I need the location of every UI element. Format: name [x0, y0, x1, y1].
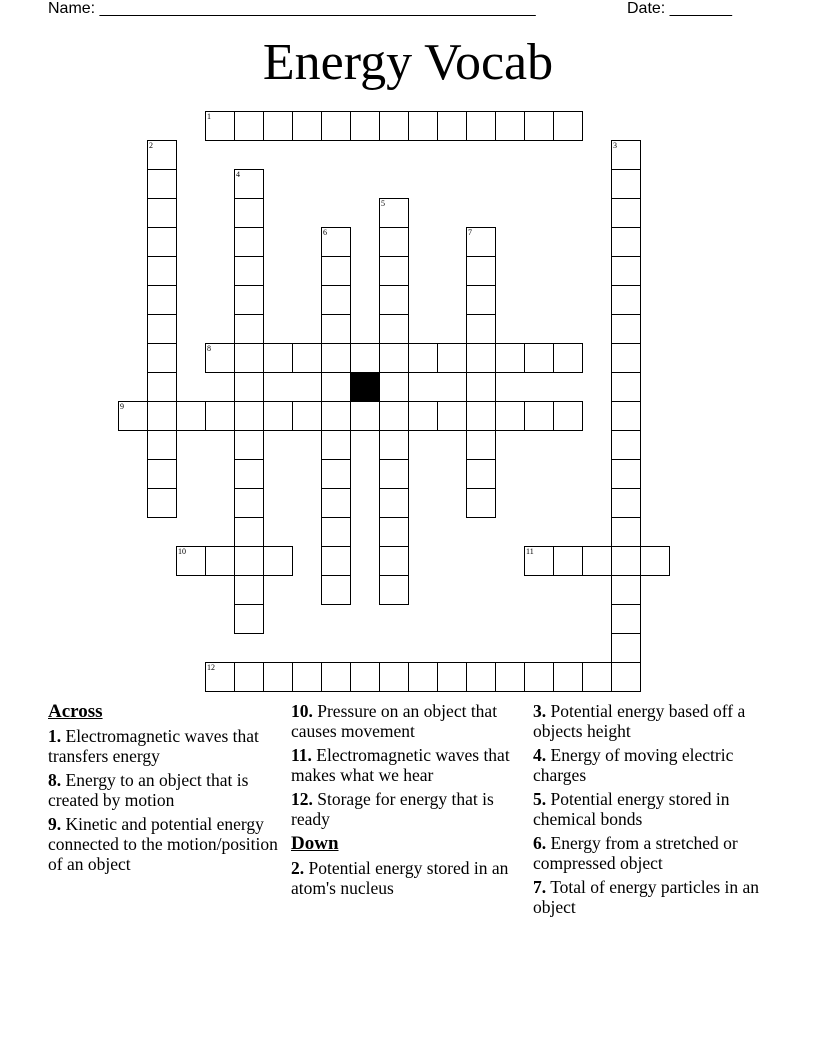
crossword-cell[interactable]	[611, 256, 641, 286]
crossword-cell[interactable]	[524, 546, 554, 576]
crossword-cell[interactable]	[176, 546, 206, 576]
page-title: Energy Vocab	[262, 34, 554, 91]
crossword-cell[interactable]	[350, 401, 380, 431]
crossword-cell[interactable]	[234, 227, 264, 257]
crossword-cell[interactable]	[205, 111, 235, 141]
crossword-cell[interactable]	[205, 662, 235, 692]
clue-number-label: 1	[207, 112, 211, 121]
crossword-cell[interactable]	[350, 662, 380, 692]
crossword-cell[interactable]	[147, 169, 177, 199]
crossword-cell[interactable]	[234, 256, 264, 286]
crossword-cell[interactable]	[234, 604, 264, 634]
crossword-cell[interactable]	[611, 401, 641, 431]
crossword-cell[interactable]	[466, 662, 496, 692]
crossword-cell[interactable]	[205, 401, 235, 431]
crossword-cell[interactable]	[495, 343, 525, 373]
down-clue	[533, 701, 773, 741]
clue-text: Energy of moving electric charges	[533, 745, 734, 785]
black-square	[350, 372, 380, 402]
crossword-cell[interactable]	[234, 401, 264, 431]
crossword-cell[interactable]	[379, 517, 409, 547]
clue-number-label: 7	[468, 228, 472, 237]
crossword-cell[interactable]	[553, 546, 583, 576]
crossword-cell[interactable]	[495, 111, 525, 141]
crossword-cell[interactable]	[524, 343, 554, 373]
across-clue	[48, 814, 288, 874]
crossword-cell[interactable]	[147, 488, 177, 518]
clue-text: Energy from a stretched or compressed object	[533, 833, 738, 873]
crossword-cell[interactable]	[466, 372, 496, 402]
clue-number-label: 10	[178, 547, 186, 556]
crossword-cell[interactable]	[263, 343, 293, 373]
crossword-cell[interactable]	[611, 575, 641, 605]
crossword-cell[interactable]	[263, 111, 293, 141]
crossword-cell[interactable]	[321, 401, 351, 431]
crossword-cell[interactable]	[321, 343, 351, 373]
across-column	[48, 701, 288, 878]
date-field: Date: _______	[627, 0, 732, 17]
clue-number-label: 12	[207, 663, 215, 672]
crossword-cell[interactable]	[263, 546, 293, 576]
crossword-cell[interactable]	[234, 314, 264, 344]
crossword-cell[interactable]	[553, 401, 583, 431]
clue-number: 6.	[533, 833, 547, 853]
crossword-cell[interactable]	[611, 604, 641, 634]
crossword-cell[interactable]	[466, 401, 496, 431]
crossword-cell[interactable]	[611, 546, 641, 576]
crossword-cell[interactable]	[611, 488, 641, 518]
clue-number-label: 4	[236, 170, 240, 179]
crossword-cell[interactable]	[495, 662, 525, 692]
crossword-cell[interactable]	[640, 546, 670, 576]
clue-number: 7.	[533, 877, 547, 897]
middle-column	[291, 701, 531, 902]
down-clue	[533, 877, 773, 917]
crossword-cell[interactable]	[234, 517, 264, 547]
clue-number: 10.	[291, 701, 313, 721]
crossword-cell[interactable]	[147, 314, 177, 344]
clue-text: Potential energy stored in chemical bonds	[533, 789, 730, 829]
down-clue	[533, 745, 773, 785]
crossword-cell[interactable]	[147, 372, 177, 402]
crossword-cell[interactable]	[234, 372, 264, 402]
crossword-cell[interactable]	[611, 314, 641, 344]
crossword-cell[interactable]	[408, 111, 438, 141]
crossword-cell[interactable]	[524, 111, 554, 141]
clue-text: Energy to an object that is created by motion	[48, 770, 249, 810]
across-clue	[291, 789, 531, 829]
crossword-cell[interactable]	[379, 575, 409, 605]
crossword-cell[interactable]	[379, 227, 409, 257]
crossword-cell[interactable]	[611, 198, 641, 228]
crossword-cell[interactable]	[350, 343, 380, 373]
crossword-cell[interactable]	[495, 401, 525, 431]
crossword-cell[interactable]	[321, 111, 351, 141]
crossword-cell[interactable]	[147, 343, 177, 373]
crossword-cell[interactable]	[553, 662, 583, 692]
clue-number-label: 8	[207, 344, 211, 353]
crossword-cell[interactable]	[379, 546, 409, 576]
crossword-cell[interactable]	[234, 198, 264, 228]
crossword-cell[interactable]	[379, 488, 409, 518]
name-field: Name: _________________________________________________	[48, 0, 536, 17]
crossword-cell[interactable]	[292, 343, 322, 373]
crossword-cell[interactable]	[379, 111, 409, 141]
clue-number: 1.	[48, 726, 62, 746]
crossword-cell[interactable]	[234, 343, 264, 373]
crossword-cell[interactable]	[321, 285, 351, 315]
across-clue	[291, 745, 531, 785]
crossword-cell[interactable]	[147, 140, 177, 170]
crossword-cell[interactable]	[466, 430, 496, 460]
crossword-cell[interactable]	[147, 198, 177, 228]
crossword-cell[interactable]	[582, 546, 612, 576]
crossword-cell[interactable]	[263, 401, 293, 431]
crossword-cell[interactable]	[524, 662, 554, 692]
crossword-cell[interactable]	[466, 459, 496, 489]
clue-number: 12.	[291, 789, 313, 809]
crossword-cell[interactable]	[147, 430, 177, 460]
clue-number: 3.	[533, 701, 547, 721]
crossword-cell[interactable]	[379, 343, 409, 373]
clue-text: Potential energy stored in an atom's nucleus	[291, 858, 509, 898]
crossword-cell[interactable]	[321, 459, 351, 489]
crossword-cell[interactable]	[582, 662, 612, 692]
down-clue	[533, 833, 773, 873]
crossword-cell[interactable]	[553, 111, 583, 141]
crossword-cell[interactable]	[611, 459, 641, 489]
down-clue	[291, 858, 531, 898]
clue-number-label: 2	[149, 141, 153, 150]
crossword-cell[interactable]	[379, 662, 409, 692]
crossword-cell[interactable]	[379, 256, 409, 286]
crossword-cell[interactable]	[437, 662, 467, 692]
crossword-cell[interactable]	[234, 662, 264, 692]
across-clue	[291, 701, 531, 741]
clue-number-label: 5	[381, 199, 385, 208]
crossword-cell[interactable]	[234, 575, 264, 605]
clue-number-label: 6	[323, 228, 327, 237]
clue-number: 8.	[48, 770, 62, 790]
crossword-cell[interactable]	[292, 662, 322, 692]
crossword-cell[interactable]	[466, 285, 496, 315]
across-heading: Across	[48, 701, 103, 722]
crossword-cell[interactable]	[321, 430, 351, 460]
crossword-cell[interactable]	[147, 256, 177, 286]
crossword-cell[interactable]	[321, 227, 351, 257]
crossword-cell[interactable]	[292, 111, 322, 141]
crossword-cell[interactable]	[118, 401, 148, 431]
clue-text: Storage for energy that is ready	[291, 789, 494, 829]
clue-text: Electromagnetic waves that makes what we hear	[291, 745, 510, 785]
crossword-cell[interactable]	[321, 546, 351, 576]
crossword-cell[interactable]	[437, 343, 467, 373]
crossword-cell[interactable]	[379, 401, 409, 431]
crossword-cell[interactable]	[292, 401, 322, 431]
crossword-cell[interactable]	[408, 662, 438, 692]
crossword-cell[interactable]	[466, 343, 496, 373]
crossword-cell[interactable]	[611, 285, 641, 315]
crossword-cell[interactable]	[321, 372, 351, 402]
crossword-cell[interactable]	[466, 314, 496, 344]
crossword-cell[interactable]	[379, 314, 409, 344]
clue-number-label: 3	[613, 141, 617, 150]
crossword-cell[interactable]	[379, 285, 409, 315]
crossword-cell[interactable]	[234, 169, 264, 199]
clue-text: Potential energy based off a objects height	[533, 701, 746, 741]
crossword-cell[interactable]	[350, 111, 380, 141]
crossword-cell[interactable]	[321, 517, 351, 547]
crossword-cell[interactable]	[466, 111, 496, 141]
crossword-cell[interactable]	[379, 459, 409, 489]
crossword-cell[interactable]	[321, 256, 351, 286]
crossword-cell[interactable]	[611, 343, 641, 373]
crossword-cell[interactable]	[234, 111, 264, 141]
crossword-cell[interactable]	[408, 401, 438, 431]
crossword-cell[interactable]	[234, 488, 264, 518]
clue-number: 11.	[291, 745, 312, 765]
crossword-cell[interactable]	[611, 140, 641, 170]
crossword-cell[interactable]	[466, 227, 496, 257]
crossword-cell[interactable]	[611, 662, 641, 692]
clue-text: Kinetic and potential energy connected to the motion/position of an object	[48, 814, 278, 874]
crossword-cell[interactable]	[205, 343, 235, 373]
down-clue	[533, 789, 773, 829]
crossword-cell[interactable]	[611, 169, 641, 199]
clue-number: 5.	[533, 789, 547, 809]
down-heading: Down	[291, 833, 339, 854]
clue-text: Pressure on an object that causes movement	[291, 701, 498, 741]
crossword-cell[interactable]	[379, 430, 409, 460]
crossword-cell[interactable]	[321, 488, 351, 518]
crossword-cell[interactable]	[205, 546, 235, 576]
down-column	[533, 701, 773, 921]
crossword-cell[interactable]	[176, 401, 206, 431]
clue-number: 9.	[48, 814, 62, 834]
crossword-cell[interactable]	[321, 662, 351, 692]
crossword-cell[interactable]	[466, 256, 496, 286]
across-clue	[48, 726, 288, 766]
crossword-cell[interactable]	[437, 401, 467, 431]
crossword-cell[interactable]	[611, 633, 641, 663]
clue-text: Electromagnetic waves that transfers energy	[48, 726, 259, 766]
crossword-cell[interactable]	[147, 227, 177, 257]
crossword-cell[interactable]	[437, 111, 467, 141]
crossword-cell[interactable]	[147, 285, 177, 315]
crossword-cell[interactable]	[234, 459, 264, 489]
crossword-cell[interactable]	[379, 198, 409, 228]
crossword-cell[interactable]	[263, 662, 293, 692]
crossword-cell[interactable]	[147, 459, 177, 489]
crossword-cell[interactable]	[408, 343, 438, 373]
clue-text: Total of energy particles in an object	[533, 877, 760, 917]
crossword-cell[interactable]	[234, 430, 264, 460]
crossword-cell[interactable]	[466, 488, 496, 518]
crossword-cell[interactable]	[379, 372, 409, 402]
crossword-cell[interactable]	[611, 227, 641, 257]
crossword-cell[interactable]	[611, 517, 641, 547]
crossword-cell[interactable]	[147, 401, 177, 431]
crossword-cell[interactable]	[611, 430, 641, 460]
clue-number-label: 11	[526, 547, 534, 556]
crossword-cell[interactable]	[321, 314, 351, 344]
crossword-cell[interactable]	[234, 546, 264, 576]
clue-number: 4.	[533, 745, 547, 765]
crossword-cell[interactable]	[321, 575, 351, 605]
crossword-cell[interactable]	[234, 285, 264, 315]
crossword-cell[interactable]	[524, 401, 554, 431]
across-clue	[48, 770, 288, 810]
crossword-cell[interactable]	[611, 372, 641, 402]
crossword-cell[interactable]	[553, 343, 583, 373]
clue-number-label: 9	[120, 402, 124, 411]
clue-number: 2.	[291, 858, 305, 878]
